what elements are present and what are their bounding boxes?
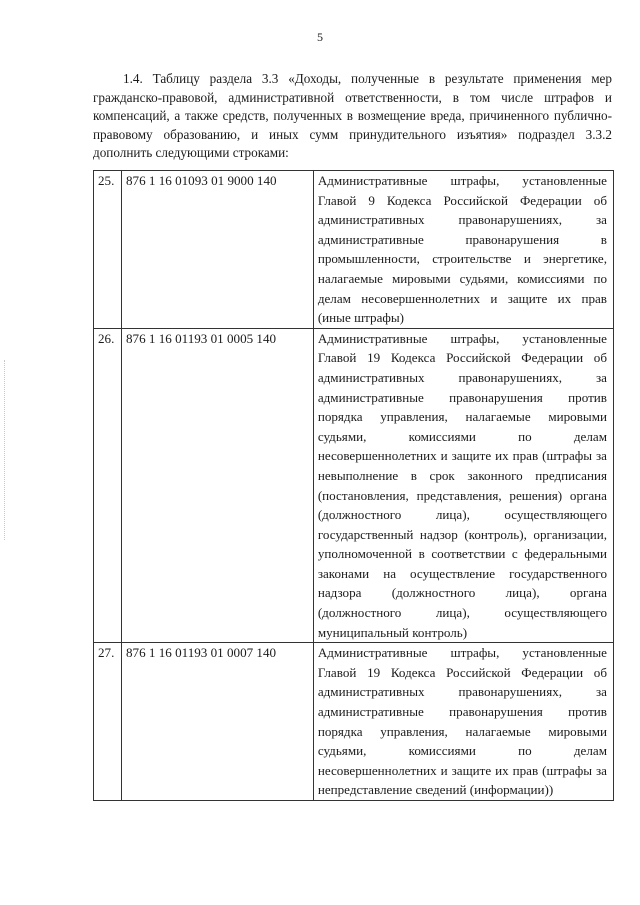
budget-code: 876 1 16 01093 01 9000 140 <box>121 171 313 329</box>
scan-edge-artifact <box>4 360 6 540</box>
table-row <box>94 171 614 329</box>
revenue-table <box>93 170 614 801</box>
row-description: Административные штрафы, установленные Главой 19 Кодекса Российской Федерации об административных правонарушениях, за административные правонарушения против порядка управления, налагаемые мировыми судьями, комиссиями по делам несовершеннолетних и защите их прав (штрафы за невыполнение в срок законного предписания (постановления, представления, решения) органа (должностного лица), осуществляющего государственный надзор (контроль), организации, уполномоченной в соответствии с федеральными законами на осуществление государственного надзора (должностного лица), органа (должностного лица), осуществляющего муниципальный контроль) <box>313 328 613 643</box>
table-row <box>94 643 614 801</box>
table-row <box>94 328 614 643</box>
intro-paragraph: 1.4. Таблицу раздела 3.3 «Доходы, полученные в результате применения мер гражданско-правовой, административной ответственности, в том числе штрафов и компенсаций, а также средств, полученных в возмещение вреда, причиненного публично-правовому образованию, и иных сумм принудительного изъятия» подраздел 3.3.2 дополнить следующими строками: <box>93 71 612 161</box>
budget-code: 876 1 16 01193 01 0005 140 <box>121 328 313 643</box>
row-description: Административные штрафы, установленные Главой 9 Кодекса Российской Федерации об административных правонарушениях, за административные правонарушения в промышленности, строительстве и энергетике, налагаемые мировыми судьями, комиссиями по делам несовершеннолетних и защите их прав (иные штрафы) <box>313 171 613 329</box>
row-number: 27. <box>94 643 122 801</box>
page-number: 5 <box>317 30 323 44</box>
row-number: 25. <box>94 171 122 329</box>
budget-code: 876 1 16 01193 01 0007 140 <box>121 643 313 801</box>
row-description: Административные штрафы, установленные Главой 19 Кодекса Российской Федерации об административных правонарушениях, за административные правонарушения против порядка управления, налагаемые мировыми судьями, комиссиями по делам несовершеннолетних и защите их прав (штрафы за непредставление сведений (информации)) <box>313 643 613 801</box>
row-number: 26. <box>94 328 122 643</box>
